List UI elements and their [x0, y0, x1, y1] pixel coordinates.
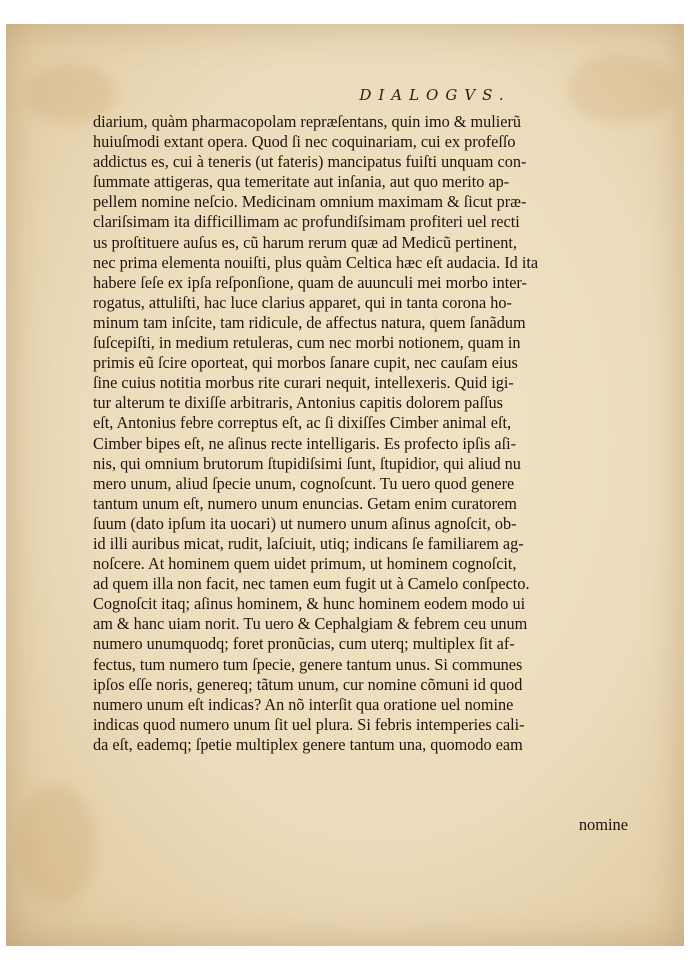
- text-line: Cimber bipes eſt, ne aſinus recte intelligaris. Es profecto ipſis aſi-: [93, 433, 516, 453]
- text-line: minum tam inſcite, tam ridicule, de affectus natura, quem ſanãdum: [93, 312, 526, 332]
- text-line: numero unumquodq; foret pronũcias, cum uterq; multiplex ſit af-: [93, 634, 515, 654]
- text-line: Cognoſcit itaq; aſinus hominem, & hunc hominem eodem modo ui: [93, 594, 526, 614]
- text-line: ſuſcepiſti, in medium retuleras, cum nec morbi notionem, quam in: [93, 333, 521, 353]
- text-line: habere ſeſe ex ipſa reſponſione, quam de auunculi mei morbo inter-: [93, 272, 527, 292]
- text-line: numero unum eſt indicas? An nõ interſit qua oratione uel nomine: [93, 694, 514, 714]
- text-line: us proſtituere auſus es, cũ harum rerum quæ ad Medicũ pertinent,: [93, 232, 517, 252]
- text-line: fectus, tum numero tum ſpecie, genere tantum unus. Si communes: [93, 654, 523, 674]
- text-line: ſine cuius notitia morbus rite curari nequit, intellexeris. Quid igi-: [93, 373, 514, 393]
- text-line: ſuum (dato ipſum ita uocari) ut numero unum aſinus agnoſcit, ob-: [93, 513, 517, 533]
- paper-stain: [16, 784, 96, 904]
- text-line: noſcere. At hominem quem uidet primum, ut hominem cognoſcit,: [93, 554, 517, 574]
- text-line: eſt, Antonius febre correptus eſt, ac ſi dixiſſes Cimber animal eſt,: [93, 413, 512, 433]
- text-line: clariſsimam ita difficillimam ac profundiſsimam profiteri uel recti: [93, 212, 520, 232]
- text-line: mero unum, aliud ſpecie unum, cognoſcunt. Tu uero quod genere: [93, 473, 515, 493]
- text-line: ipſos eſſe noris, genereq; tãtum unum, cur nomine cõmuni id quod: [93, 674, 523, 694]
- text-line: id illi auribus micat, rudit, laſciuit, utiq; indicans ſe familiarem ag-: [93, 533, 524, 553]
- text-line: primis eũ ſcire oporteat, qui morbos ſanare cupit, nec cauſam eius: [93, 353, 518, 373]
- page-body: [93, 112, 633, 755]
- text-line: nis, qui omnium brutorum ſtupidiſsimi ſunt, ſtupidior, qui aliud nu: [93, 453, 521, 473]
- text-line: rogatus, attuliſti, hac luce clarius apparet, qui in tanta corona ho-: [93, 292, 512, 312]
- text-line: pellem nomine neſcio. Medicinam omnium maximam & ſicut præ-: [93, 192, 527, 212]
- text-line: diarium, quàm pharmacopolam repræſentans, quin imo & mulierũ: [93, 112, 521, 131]
- text-line: ſummate attigeras, qua temeritate aut inſania, aut quo merito ap-: [93, 172, 510, 192]
- text-line: nec prima elementa nouiſti, plus quàm Celtica hæc eſt audacia. Id ita: [93, 252, 539, 272]
- text-line: da eſt, eademq; ſpetie multiplex genere tantum una, quomodo eam: [93, 734, 523, 754]
- running-head: DIALOGVS.: [359, 86, 511, 104]
- text-line: tur alterum te dixiſſe arbitraris, Antonius capitis dolorem paſſus: [93, 393, 503, 413]
- text-line: addictus es, cui à teneris (ut fateris) mancipatus fuiſti unquam con-: [93, 152, 527, 172]
- text-line: tantum unum eſt, numero unum enuncias. Getam enim curatorem: [93, 493, 517, 513]
- text-line: am & hanc uiam norit. Tu uero & Cephalgiam & febrem ceu unum: [93, 614, 528, 634]
- text-line: ad quem illa non facit, nec tamen eum fugit ut à Camelo conſpecto.: [93, 574, 530, 594]
- text-line: huiuſmodi extant opera. Quod ſi nec coquinariam, cui ex profeſſo: [93, 132, 516, 152]
- catchword: nomine: [578, 815, 628, 834]
- text-line: indicas quod numero unum ſit uel plura. Si febris intemperies cali-: [93, 714, 525, 734]
